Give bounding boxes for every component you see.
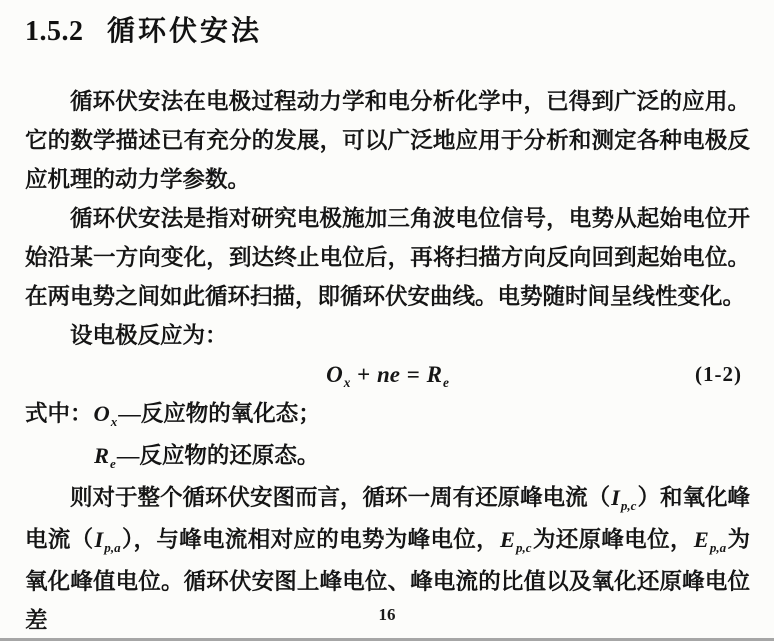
math-variable: R (94, 443, 110, 468)
text-segment: ）和氧化峰电流（ (25, 485, 750, 552)
page-footer (0, 605, 774, 625)
paragraph-principle (25, 199, 750, 316)
text-segment: 式中： (25, 401, 93, 426)
math-subscript: e (110, 455, 116, 471)
math-variable: R (426, 362, 442, 387)
text-segment: 为氧化峰值电位。循环伏安图上峰电位、峰电流的比值以及氧化还原峰电位差 (25, 527, 750, 633)
math-subscript: e (442, 375, 449, 391)
equation-number: (1-2) (695, 362, 742, 386)
page-number: 16 (378, 605, 396, 624)
text-segment: 设电极反应为： (70, 323, 228, 348)
equation-row (25, 355, 750, 394)
math-subscript: p,a (709, 539, 727, 555)
math-variable: O (93, 401, 110, 426)
math-variable: O (326, 362, 343, 387)
text-segment: —反应物的还原态。 (116, 443, 320, 468)
math-subscript: p,c (516, 539, 532, 555)
text-segment: 为还原峰电位， (532, 527, 693, 552)
section-title: 循环伏安法 (107, 15, 263, 46)
math-subscript: x (110, 413, 118, 429)
math-variable: I (611, 485, 620, 510)
equation-electrode-reaction (325, 362, 450, 391)
math-variable: ne (377, 362, 401, 387)
text-segment: 循环伏安法在电极过程动力学和电分析化学中，已得到广泛的应用。它的数学描述已有充分的发展，可以广泛地应用于分析和测定各种电极反应机理的动力学参数。 (25, 89, 750, 192)
definition-reduced-state (25, 436, 750, 478)
section-heading (25, 12, 750, 51)
text-segment: ），与峰电流相对应的电势为峰电位， (121, 527, 499, 552)
text-segment: 循环伏安法是指对研究电极施加三角波电位信号，电势从起始电位开始沿某一方向变化，到达终止电位后，再将扫描方向反向回到起始电位。在两电势之间如此循环扫描，即循环伏安曲线。电势随时间呈线性变化。 (25, 206, 750, 309)
paragraph-application (25, 82, 750, 199)
text-segment: = (401, 362, 426, 387)
text-segment: + (351, 362, 377, 387)
definition-oxidized-state (25, 394, 750, 436)
section-number: 1.5.2 (25, 16, 84, 47)
text-segment: 则对于整个循环伏安图而言，循环一周有还原峰电流（ (70, 485, 611, 510)
paragraph-reaction-lead (25, 316, 750, 355)
math-subscript: p,c (620, 497, 637, 513)
text-segment: —反应物的氧化态； (118, 401, 321, 426)
math-variable: I (94, 527, 104, 552)
math-variable: E (693, 527, 709, 552)
math-subscript: x (343, 375, 351, 391)
math-variable: E (499, 527, 515, 552)
math-subscript: p,a (104, 539, 121, 555)
